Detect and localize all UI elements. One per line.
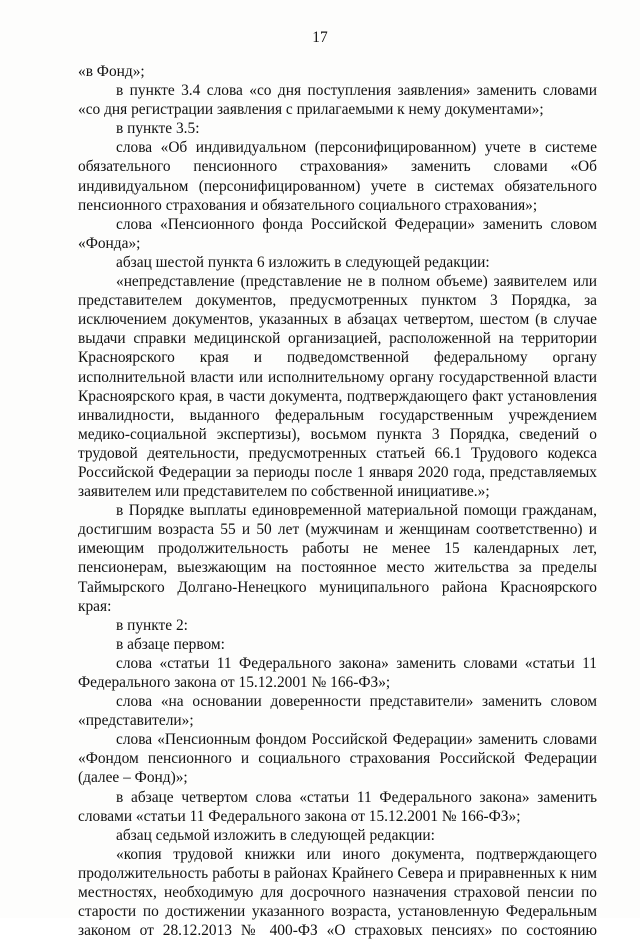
- paragraph-5: слова «Пенсионного фонда Российской Федерации» заменить словом «Фонда»;: [78, 215, 597, 252]
- paragraph-3: в пункте 3.5:: [116, 120, 200, 138]
- paragraph-8: в Порядке выплаты единовременной материальной помощи гражданам, достигшим возраста 55 и 50 лет (мужчинам и женщинам соответственно) и имеющим продолжительность работы не менее 15 календарных лет, пенсионерам, выезжающим на постоянное место жительства за пределы Таймырского Долгано-Ненецкого муниципального района Красноярского края:: [78, 502, 597, 615]
- paragraph-13: слова «Пенсионным фондом Российской Федерации» заменить словами «Фондом пенсионного и социального страхования Российской Федерации (далее – Фонд)»;: [78, 731, 597, 787]
- paragraph-11: слова «статьи 11 Федерального закона» заменить словами «статьи 11 Федерального закона от 15.12.2001 № 166-ФЗ»;: [78, 654, 597, 691]
- paragraph-7: «непредставление (представление не в полном объеме) заявителем или представителем документов, предусмотренных пунктом 3 Порядка, за исключением документов, указанных в абзацах четвертом, шестом (в случае выдачи справки медицинской организацией, расположенной на территории Красноярского края и подведомственной федеральному органу исполнительной власти или исполнительному органу государственной власти Красноярского края, в части документа, подтверждающего факт установления инвалидности, выданного федеральным государственным учреждением медико-социальной экспертизы), восьмом пункта 3 Порядка, сведений о трудовой деятельности, предусмотренных статьей 66.1 Трудового кодекса Российской Федерации за периоды после 1 января 2020 года, представляемых заявителем или представителем по собственной инициативе.»;: [78, 273, 597, 501]
- paragraph-16: «копия трудовой книжки или иного документа, подтверждающего продолжительность работы в районах Крайнего Севера и приравненных к ним местностях, необходимую для досрочного назначения страховой пенсии по старости по достижении указанного возраста, установленную Федеральным законом от 28.12.2013 № 400-ФЗ «О страховых пенсиях» по состоянию: [78, 845, 597, 940]
- paragraph-6: абзац шестой пункта 6 изложить в следующей редакции:: [116, 253, 490, 271]
- paragraph-4: слова «Об индивидуальном (персонифицированном) учете в системе обязательного пенсионного страхования» заменить словами «Об индивидуальном (персонифицированном) учете в системах обязательного пенсионного страхования и обязательного социального страхования»;: [78, 139, 597, 214]
- paragraph-10: в абзаце первом:: [116, 635, 225, 653]
- paragraph-14: в абзаце четвертом слова «статьи 11 Федерального закона» заменить словами «статьи 11 Федерального закона от 15.12.2001 № 166-ФЗ»;: [78, 788, 597, 825]
- page-number: 17: [312, 29, 328, 46]
- paragraph-12: слова «на основании доверенности представители» заменить словом «представители»;: [78, 693, 597, 730]
- document-body: [78, 62, 597, 940]
- paragraph-15: абзац седьмой изложить в следующей редакции:: [116, 826, 435, 844]
- paragraph-1: «в Фонд»;: [78, 63, 145, 80]
- paragraph-2: в пункте 3.4 слова «со дня поступления заявления» заменить словами «со дня регистрации заявления с прилагаемыми к нему документами»;: [78, 82, 597, 119]
- paragraph-9: в пункте 2:: [116, 616, 188, 634]
